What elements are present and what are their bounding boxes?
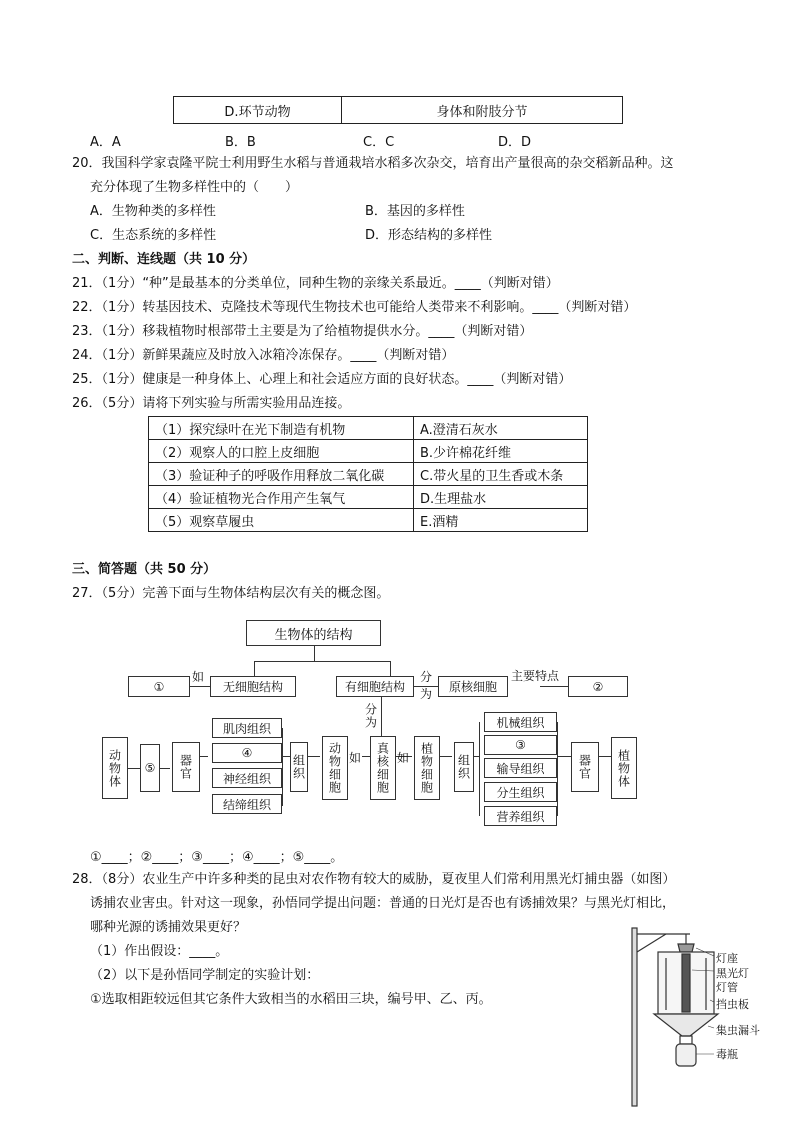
q24: 24．（1分）新鲜果蔬应及时放入冰箱冷冻保存。____（判断对错） (72, 348, 455, 363)
q23: 23．（1分）移栽植物时根部带土主要是为了给植物提供水分。____（判断对错） (72, 324, 533, 339)
diagram-mechanical: 机械组织 (484, 712, 557, 732)
match-left-5: （5）观察草履虫 (149, 509, 414, 532)
section2-title: 二、判断、连线题（共 10 分） (72, 252, 256, 267)
q28-sub1: （1）作出假设：____。 (90, 944, 229, 959)
trap-label-funnel: 集虫漏斗 (716, 1024, 760, 1037)
match-right-2: B.少许棉花纤维 (414, 440, 588, 463)
match-left-1: （1）探究绿叶在光下制造有机物 (149, 417, 414, 440)
diagram-plant-body: 植物体 (611, 737, 637, 799)
diagram-conducting: 输导组织 (484, 758, 557, 778)
match-right-3: C.带火星的卫生香或木条 (414, 463, 588, 486)
q19-option-d: D．D (498, 135, 532, 150)
diagram-eukaryote: 真核细胞 (370, 736, 396, 800)
q28-line1: 28．（8分）农业生产中许多种类的昆虫对农作物有较大的威胁，夏夜里人们常利用黑光灯捕虫器（如图） (72, 872, 676, 887)
diagram-blank-5: ⑤ (140, 744, 160, 792)
diagram-no-cell: 无细胞结构 (210, 676, 296, 697)
q20-option-d: D．形态结构的多样性 (365, 228, 493, 243)
match-right-5: E.酒精 (414, 509, 588, 532)
top-table (173, 96, 623, 124)
trap-label-bottle: 毒瓶 (716, 1048, 738, 1061)
diagram-ru-2: 如 (349, 751, 362, 765)
diagram-blank-2: ② (568, 676, 628, 697)
q20-line2: 充分体现了生物多样性中的（ ） (90, 180, 299, 195)
diagram-blank-3: ③ (484, 735, 557, 755)
match-left-4: （4）验证植物光合作用产生氧气 (149, 486, 414, 509)
diagram-animal-tissue: 组织 (290, 742, 308, 792)
diagram-ru-1: 如 (192, 670, 205, 684)
match-right-1: A.澄清石灰水 (414, 417, 588, 440)
diagram-main-feature: 主要特点 (511, 669, 560, 683)
q26: 26．（5分）请将下列实验与所需实验用品连接。 (72, 396, 351, 411)
diagram-fen-wei: 分为 (363, 703, 378, 729)
trap-label-blacklight: 黑光灯 (716, 967, 749, 980)
top-table-cell-1: D.环节动物 (174, 97, 342, 124)
q28-line2: 诱捕农业害虫。针对这一现象，孙悟同学提出问题：普通的日光灯是否也有诱捕效果？与黑光灯相比， (90, 896, 676, 911)
diagram-plant-tissue: 组织 (454, 742, 474, 792)
q19-option-b: B．B (225, 135, 256, 150)
q25: 25．（1分）健康是一种身体上、心理上和社会适应方面的良好状态。____（判断对错） (72, 372, 572, 387)
trap-label-tube: 灯管 (716, 981, 738, 994)
diagram-muscle: 肌肉组织 (212, 718, 282, 738)
q19-option-c: C．C (363, 135, 395, 150)
diagram-has-cell: 有细胞结构 (336, 676, 414, 697)
diagram-plant-organ: 器官 (571, 742, 599, 792)
diagram-nerve: 神经组织 (212, 768, 282, 788)
q27-blanks: ①____；②____；③____；④____；⑤____。 (90, 850, 344, 865)
diagram-wei: 为 (420, 687, 433, 701)
q22: 22．（1分）转基因技术、克隆技术等现代生物技术也可能给人类带来不利影响。____（判断对错） (72, 300, 637, 315)
q28-sub2: （2）以下是孙悟同学制定的实验计划： (90, 968, 320, 983)
match-right-4: D.生理盐水 (414, 486, 588, 509)
q20-option-c: C．生态系统的多样性 (90, 228, 217, 243)
q20-option-a: A．生物种类的多样性 (90, 204, 216, 219)
insect-trap-illustration (626, 922, 776, 1108)
match-left-2: （2）观察人的口腔上皮细胞 (149, 440, 414, 463)
diagram-meristem: 分生组织 (484, 782, 557, 802)
diagram-fen: 分 (420, 670, 433, 684)
diagram-plant-cell: 植物细胞 (414, 736, 440, 800)
q20-option-b: B．基因的多样性 (365, 204, 465, 219)
match-left-3: （3）验证种子的呼吸作用释放二氧化碳 (149, 463, 414, 486)
diagram-animal-body: 动物体 (102, 737, 128, 799)
diagram-ru-3: 如 (397, 751, 410, 765)
trap-label-board: 挡虫板 (716, 998, 749, 1011)
diagram-connective: 结缔组织 (212, 794, 282, 814)
diagram-root: 生物体的结构 (246, 620, 381, 646)
diagram-blank-1: ① (128, 676, 190, 697)
q19-option-a: A．A (90, 135, 121, 150)
trap-label-base: 灯座 (716, 952, 738, 965)
match-table (148, 416, 588, 532)
q28-sub3: ①选取相距较远但其它条件大致相当的水稻田三块，编号甲、乙、丙。 (90, 992, 492, 1007)
diagram-nutrient: 营养组织 (484, 806, 557, 826)
section3-title: 三、简答题（共 50 分） (72, 562, 217, 577)
top-table-cell-2: 身体和附肢分节 (342, 97, 623, 124)
diagram-animal-cell: 动物细胞 (322, 736, 348, 800)
diagram-animal-organ: 器官 (172, 742, 200, 792)
q20-line1: 20．我国科学家袁隆平院士利用野生水稻与普通栽培水稻多次杂交，培育出产量很高的杂交稻新品种。这 (72, 156, 674, 171)
q27: 27．（5分）完善下面与生物体结构层次有关的概念图。 (72, 586, 390, 601)
q21: 21．（1分）“种”是最基本的分类单位，同种生物的亲缘关系最近。____（判断对错） (72, 276, 559, 291)
diagram-prokaryote: 原核细胞 (438, 676, 508, 697)
q28-line3: 哪种光源的诱捕效果更好？ (90, 920, 247, 935)
diagram-blank-4: ④ (212, 743, 282, 763)
